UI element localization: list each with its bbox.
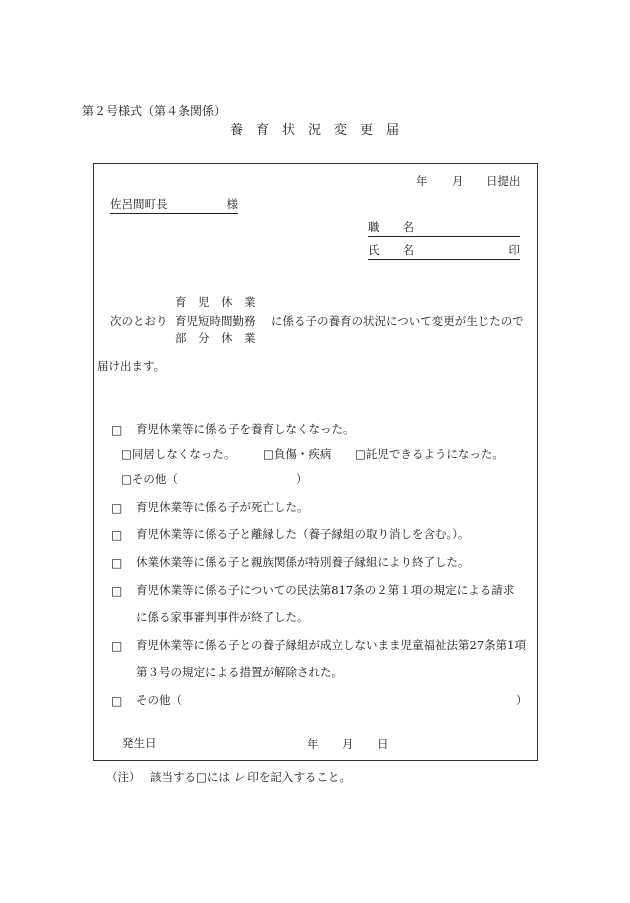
item-not-raising: 育児休業等に係る子を養育しなくなった。 [136,422,355,436]
item-welfare-line1: 育児休業等に係る子との養子縁組が成立しないまま児童福祉法第27条第1項 [136,638,526,652]
item-died: 育児休業等に係る子が死亡した。 [136,500,309,514]
leave-option-childcare: 育 児 休 業 [175,295,256,309]
name-field[interactable] [368,245,520,260]
position-field[interactable] [368,222,520,237]
page-title: 養 育 状 況 変 更 届 [230,123,400,138]
addressee [110,199,238,214]
checkbox-family-court[interactable]: □ [111,584,123,598]
date-month: 月 [452,174,464,188]
sub-item-injury[interactable]: □負傷・疾病 [263,447,332,461]
checkbox-special-adoption[interactable]: □ [111,556,123,570]
addressee-honorific: 様 [226,197,238,211]
note-text [150,772,351,784]
name-label: 氏 名 [368,243,414,257]
item-special-adoption: 休業休業等に係る子と親族関係が特別養子縁組により終了した。 [136,555,470,569]
checkbox-separated[interactable]: □ [111,528,123,542]
leave-option-short-time: 育児短時間勤務 [175,314,256,328]
note-label: （注） [106,770,141,784]
item-separated: 育児休業等に係る子と離縁した（養子縁組の取り消しを含む。）。 [136,527,470,541]
addressee-name: 佐呂間町長 [110,197,168,211]
checkbox-died[interactable]: □ [111,501,123,515]
note-text-before: 該当する□には [150,770,230,784]
item-family-court-line1: 育児休業等に係る子についての民法第817条の２第１項の規定による請求 [136,583,515,597]
item-other: その他（ [136,693,182,707]
checkbox-other[interactable]: □ [111,694,123,708]
note-text-after: 印を記入すること。 [247,770,351,784]
seal-mark: 印 [508,243,520,257]
occurrence-year: 年 [307,737,319,751]
sub-item-other[interactable]: □その他（ [121,472,178,486]
position-label: 職 名 [368,220,414,234]
item-family-court-line2: に係る家事審判事件が終了した。 [136,610,309,624]
checkbox-not-raising[interactable]: □ [111,423,123,437]
body-closing: 届け出ます。 [97,359,166,373]
note-check-mark: レ [232,770,245,784]
occurrence-month: 月 [342,737,354,751]
occurrence-day: 日 [377,737,389,751]
checkbox-welfare[interactable]: □ [111,639,123,653]
item-other-close: ） [516,693,528,707]
form-number: 第２号様式（第４条関係） [82,104,227,118]
sub-item-other-close: ） [296,472,308,486]
date-day-submitted: 日提出 [486,174,521,188]
sub-item-daycare[interactable]: □託児できるようになった。 [355,447,504,461]
date-year: 年 [416,174,428,188]
body-tail: に係る子の養育の状況について変更が生じたので [271,314,524,328]
body-lead: 次のとおり [110,314,168,328]
occurrence-label: 発生日 [122,736,157,750]
sub-item-separate[interactable]: □同居しなくなった。 [121,447,236,461]
item-welfare-line2: 第３号の規定による措置が解除された。 [136,665,343,679]
leave-option-partial: 部 分 休 業 [175,331,256,345]
